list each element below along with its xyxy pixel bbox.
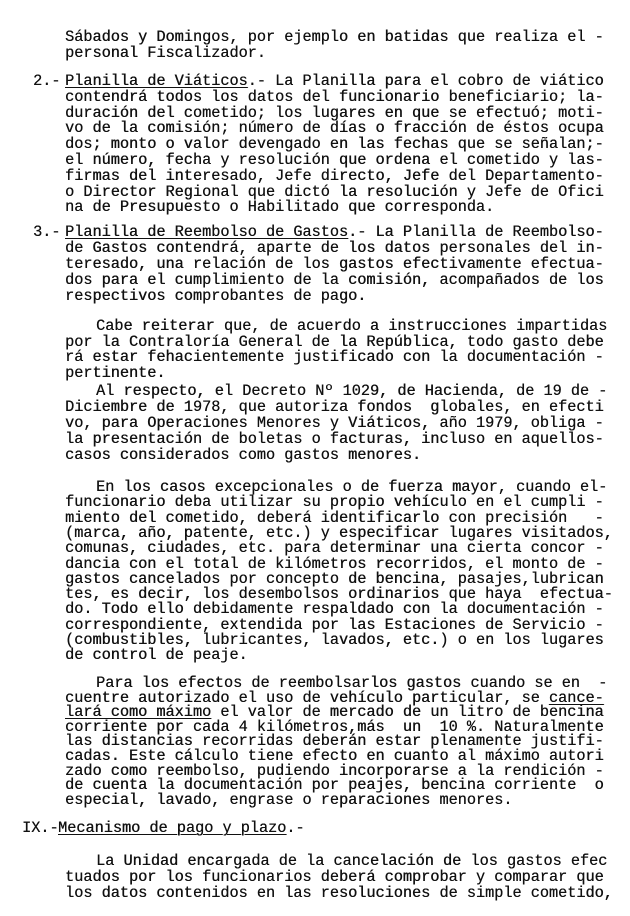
item-3-line: dos para el cumplimiento de la comisión, acompañados de los [65, 271, 604, 289]
paragraph-reembolso-line: especial, lavado, engrase o reparaciones menores. [65, 790, 513, 809]
item-2-line: contendrá todos los datos del funcionario beneficiario; la- [65, 87, 604, 106]
paragraph-reembolso-line: Para los efectos de reembolsarlos gastos cuando se en - [96, 674, 608, 692]
item-2-line: firmas del interesado, Jefe directo, Jefe del Departamento- [65, 166, 604, 185]
paragraph-unidad-line: tuados por los funcionarios deberá comprobar y comparar que [65, 868, 604, 886]
paragraph-vehiculo-line: comunas, ciudades, etc. para determinar una cierta concor - [65, 539, 604, 558]
paragraph-reembolso-line: corriente por cada 4 kilómetros,más un 10 %. Naturalmente [65, 717, 604, 736]
line-text: cuentre autorizado el uso de vehículo particular, se [65, 688, 549, 707]
item-2-line: dos; monto o valor devengado en las fechas que se señalan;- [65, 135, 604, 154]
item-2-line: na de Presupuesto o Habilitado que corresponda. [65, 198, 495, 217]
paragraph-decreto-line: casos considerados como gastos menores. [65, 446, 422, 464]
paragraph-decreto-line: Diciembre de 1978, que autoriza fondos globales, en efecti [65, 398, 604, 416]
paragraph-reembolso-line: las distancias recorridas deberán estar plenamente justifi- [65, 732, 604, 751]
paragraph-reembolso-line: cadas. Este cálculo tiene efecto en cuanto al máximo autori [65, 747, 604, 765]
item-number: 2.- [33, 72, 61, 90]
underlined-heading-text: lará como máximo [65, 703, 212, 722]
line-text: .- La Planilla para el cobro de viático [247, 72, 604, 90]
paragraph-vehiculo-line: tes, es decir, los desembolsos ordinarios que haya efectua- [65, 585, 613, 604]
intro-continuation-line: Sábados y Domingos, por ejemplo en batidas que realiza el - [65, 28, 604, 46]
paragraph-vehiculo-line: miento del cometido, deberá identificarlo con precisión - [65, 508, 604, 527]
item-3-line: respectivos comprobantes de pago. [65, 287, 367, 305]
paragraph-unidad-line: La Unidad encargada de la cancelación de los gastos efec [96, 852, 608, 870]
item-2-line: vo de la comisión; número de días o fracción de éstos ocupa [65, 119, 604, 138]
item-2-line: duración del cometido; los lugares en que se efectuó; moti- [65, 103, 604, 122]
line-text: el valor de mercado de un litro de bencina [211, 703, 604, 722]
section-ix-line [58, 819, 305, 837]
paragraph-vehiculo-line: (marca, año, patente, etc.) y especificar lugares visitados, [65, 523, 613, 542]
underlined-heading-text: Planilla de Reembolso de Gastos [65, 223, 349, 241]
paragraph-vehiculo-line: funcionario deba utilizar su propio vehículo en el cumpli - [65, 493, 604, 512]
item-2-line: o Director Regional que dictó la resolución y Jefe de Ofici [65, 182, 604, 201]
item-3-line: de Gastos contendrá, aparte de los datos personales del in- [65, 239, 604, 257]
item-number: 3.- [33, 223, 61, 241]
paragraph-cabe-line: por la Contraloría General de la República, todo gasto debe [65, 332, 604, 351]
paragraph-decreto-line: la presentación de boletas o facturas, incluso en aquellos- [65, 430, 604, 448]
paragraph-unidad-line: los datos contenidos en las resoluciones de simple cometido, [65, 884, 613, 902]
paragraph-cabe-line: rá estar fehacientemente justificado con la documentación - [65, 348, 604, 366]
paragraph-vehiculo-line: correspondiente, extendida por las Estaciones de Servicio - [65, 615, 604, 634]
paragraph-cabe-line: pertinente. [65, 363, 166, 382]
paragraph-vehiculo-line: En los casos excepcionales o de fuerza mayor, cuando el- [96, 478, 608, 496]
paragraph-vehiculo-line: dancia con el total de kilómetros recorridos, el monto de - [65, 554, 604, 573]
item-number: IX.- [22, 819, 59, 837]
underlined-heading-text: cance- [548, 688, 604, 707]
paragraph-reembolso-line: de cuenta la documentación por peajes, bencina corriente o [65, 776, 604, 795]
paragraph-vehiculo-line: do. Todo ello debidamente respaldado con la documentación - [65, 600, 604, 619]
item-2-line: el número, fecha y resolución que ordena el cometido y las- [65, 151, 604, 169]
paragraph-vehiculo-line: gastos cancelados por concepto de bencina, pasajes,lubrican [65, 569, 604, 588]
paragraph-decreto-line: vo, para Operaciones Menores y Viáticos, año 1979, obliga - [65, 414, 604, 432]
line-text: .- [286, 819, 305, 837]
underlined-heading-text: Planilla de Viáticos [65, 72, 248, 90]
paragraph-vehiculo-line: de control de peaje. [65, 646, 248, 665]
paragraph-vehiculo-line: (combustibles, lubricantes, lavados, etc.) o en los lugares [65, 631, 604, 649]
line-text: .- La Planilla de Reembolso- [348, 223, 604, 241]
paragraph-cabe-line: Cabe reiterar que, de acuerdo a instrucciones impartidas [96, 317, 608, 335]
underlined-heading-text: Mecanismo de pago y plazo [58, 819, 287, 837]
intro-continuation-line: personal Fiscalizador. [65, 44, 266, 62]
paragraph-decreto-line: Al respecto, el Decreto Nº 1029, de Hacienda, de 19 de - [96, 382, 608, 400]
item-3-line: teresado, una relación de los gastos efectivamente efectua- [65, 255, 604, 273]
paragraph-reembolso-line: zado como reembolso, pudiendo incorporarse a la rendición - [65, 761, 604, 780]
